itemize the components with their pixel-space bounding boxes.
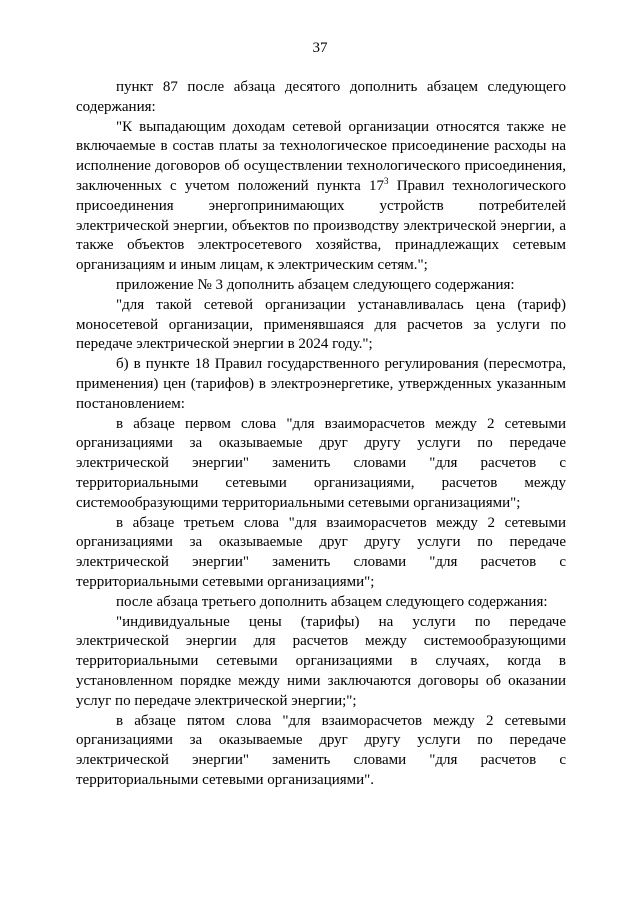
- paragraph-third-subparagraph: в абзаце третьем слова "для взаиморасчетов между 2 сетевыми организациями за оказываемые друг другу услуги по передаче электрической энергии" заменить словами "для расчетов с территориальными сетевыми организациями";: [76, 514, 566, 590]
- paragraph-quote-individual-tariffs: "индивидуальные цены (тарифы) на услуги по передаче электрической энергии для расчетов между системообразующими территориальными сетевыми организациями в случаях, когда в установленном порядке между ними заключаются договоры об оказании услуг по передаче электрической энергии;";: [76, 613, 566, 709]
- paragraph-quote-mono-network-tariff: "для такой сетевой организации устанавливалась цена (тариф) моносетевой организации, применявшаяся для расчетов за услуги по передаче электрической энергии в 2024 году.";: [76, 296, 566, 353]
- paragraph-amend-appendix-3: приложение № 3 дополнить абзацем следующего содержания:: [116, 276, 515, 293]
- paragraph-after-third-subparagraph: после абзаца третьего дополнить абзацем следующего содержания:: [116, 593, 548, 610]
- paragraph-first-subparagraph: в абзаце первом слова "для взаиморасчетов между 2 сетевыми организациями за оказываемые друг другу услуги по передаче электрической энергии" заменить словами "для расчетов с территориальными сетевыми организациями, расчетов между системообразующими территориальными сетевыми организациями";: [76, 415, 566, 511]
- paragraph-item-b-clause-18: б) в пункте 18 Правил государственного регулирования (пересмотра, применения) цен (тарифов) в электроэнергетике, утвержденных указанным постановлением:: [76, 356, 566, 412]
- paragraph-quote-lost-revenue: [76, 118, 566, 276]
- document-body: [76, 78, 566, 791]
- superscript-clause-number: 3: [384, 175, 389, 186]
- paragraph-quote-lost-revenue-part1: "К выпадающим доходам сетевой организации относятся также не включаемые в состав платы за технологическое присоединение расходы на исполнение договоров об осуществлении технологического присоединения, заключенных с учетом положений пункта 17: [76, 118, 566, 194]
- paragraph-amend-clause-87: пункт 87 после абзаца десятого дополнить абзацем следующего содержания:: [76, 79, 566, 115]
- paragraph-quote-lost-revenue-part2: Правил технологического присоединения энергопринимающих устройств потребителей электрической энергии, объектов по производству электрической энергии, а также объектов электросетевого хозяйства, принадлежащих сетевым организациям и иным лицам, к электрическим сетям.";: [76, 177, 566, 274]
- page-number: 37: [312, 40, 328, 56]
- paragraph-fifth-subparagraph: в абзаце пятом слова "для взаиморасчетов между 2 сетевыми организациями за оказываемые друг другу услуги по передаче электрической энергии" заменить словами "для расчетов с территориальными сетевыми организациями".: [76, 712, 566, 788]
